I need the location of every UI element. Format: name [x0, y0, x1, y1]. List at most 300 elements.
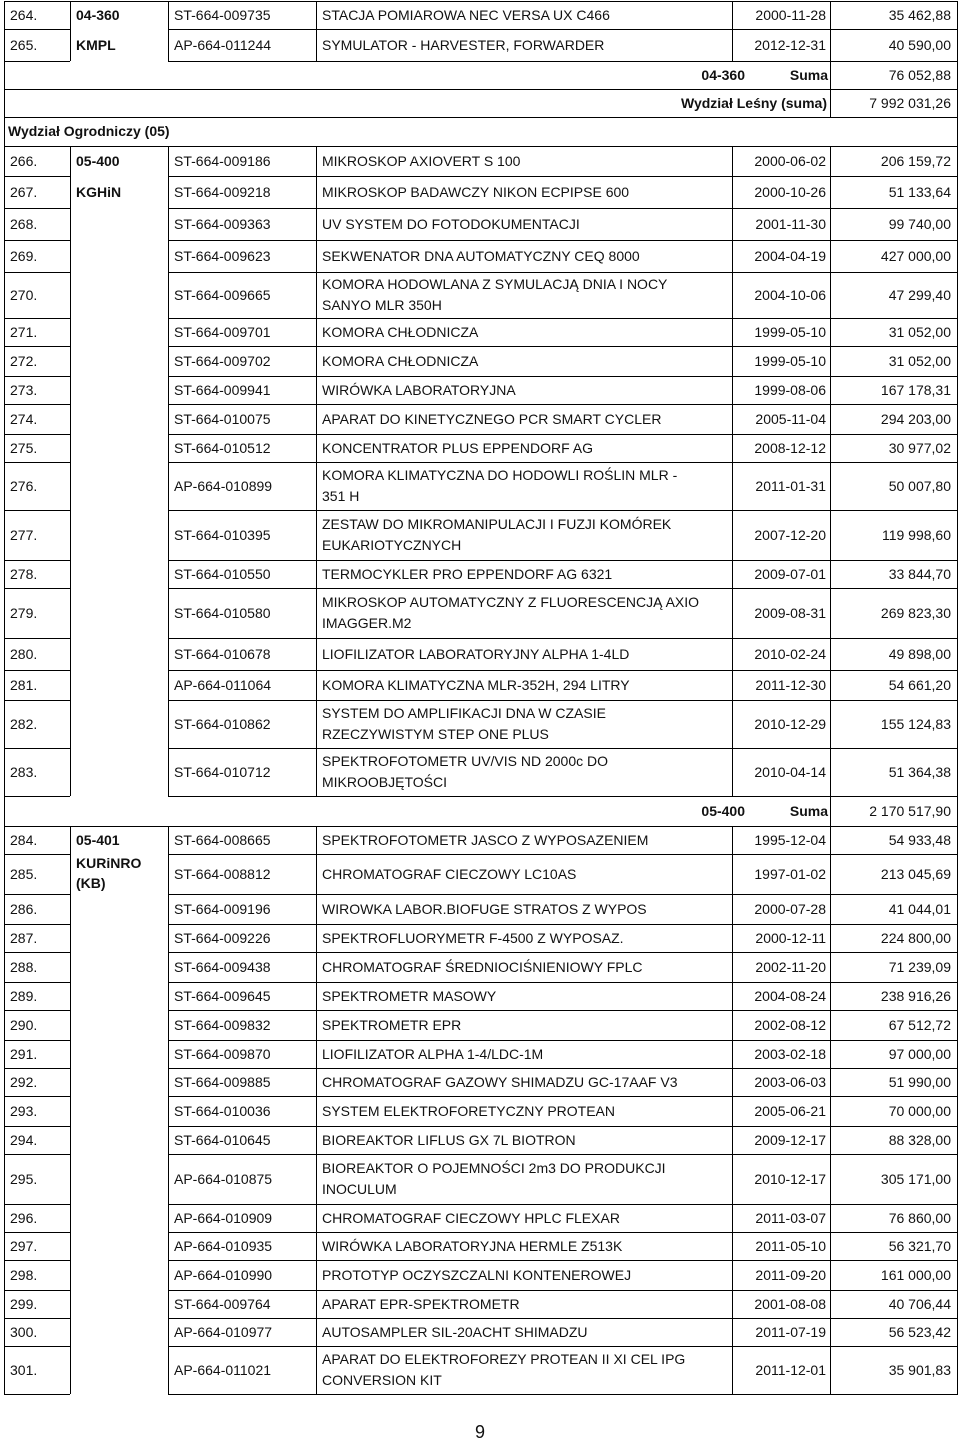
row-number: 290. [10, 1017, 38, 1033]
row-number: 299. [10, 1296, 38, 1312]
inventory-number: AP-664-010977 [174, 1324, 273, 1340]
row-divider [4, 176, 70, 177]
row-divider [4, 924, 70, 925]
item-name: APARAT DO ELEKTROFOREZY PROTEAN II XI CEL IPG [322, 1351, 686, 1367]
item-value: 47 299,40 [888, 287, 951, 303]
row-divider [4, 560, 70, 561]
row-number: 292. [10, 1074, 38, 1090]
column-divider [70, 29, 71, 61]
column-divider [316, 1232, 317, 1260]
item-name: KONCENTRATOR PLUS EPPENDORF AG [322, 440, 593, 456]
column-divider [70, 208, 71, 240]
column-divider [168, 1040, 169, 1068]
acquisition-date: 2002-08-12 [754, 1017, 826, 1033]
inventory-number: ST-664-010395 [174, 527, 271, 543]
inventory-number: AP-664-010899 [174, 478, 273, 494]
item-name: CHROMATOGRAF CIECZOWY LC10AS [322, 866, 577, 882]
row-divider [4, 272, 70, 273]
row-divider [4, 1154, 70, 1155]
item-name: SANYO MLR 350H [322, 297, 442, 313]
item-value: 206 159,72 [880, 153, 951, 169]
column-divider [70, 638, 71, 670]
row-number: 278. [10, 566, 38, 582]
row-divider [4, 638, 70, 639]
item-name: MIKROSKOP AXIOVERT S 100 [322, 153, 521, 169]
page-number: 9 [474, 1422, 485, 1442]
subtotal-value: 76 052,88 [888, 67, 951, 83]
item-name: CHROMATOGRAF CIECZOWY HPLC FLEXAR [322, 1210, 620, 1226]
column-divider [70, 272, 71, 318]
inventory-number: ST-664-010678 [174, 646, 271, 662]
column-divider [316, 208, 317, 240]
department-code: 04-360 [76, 7, 120, 23]
item-value: 31 052,00 [888, 324, 951, 340]
acquisition-date: 2004-08-24 [754, 988, 826, 1004]
acquisition-date: 2000-12-11 [755, 930, 826, 946]
column-divider [70, 560, 71, 588]
item-value: 238 916,26 [880, 988, 951, 1004]
column-divider [70, 1204, 71, 1232]
acquisition-date: 2002-11-20 [755, 959, 826, 975]
item-name: KOMORA KLIMATYCZNA MLR-352H, 294 LITRY [322, 677, 630, 693]
table-border-right [957, 1, 958, 1395]
item-value: 56 523,42 [888, 1324, 951, 1340]
acquisition-date: 2001-11-30 [755, 216, 826, 232]
column-divider [168, 510, 169, 560]
row-divider [168, 376, 958, 377]
inventory-number: ST-664-009870 [174, 1046, 271, 1062]
column-divider [70, 826, 71, 854]
department-code: 05-400 [76, 153, 120, 169]
row-divider [4, 670, 70, 671]
column-divider [168, 1318, 169, 1346]
row-divider [168, 1068, 958, 1069]
item-value: 51 133,64 [888, 184, 951, 200]
column-divider [168, 1010, 169, 1040]
acquisition-date: 2011-09-20 [755, 1267, 826, 1283]
item-value: 54 661,20 [888, 677, 951, 693]
inventory-number: ST-664-009735 [174, 7, 271, 23]
inventory-number: ST-664-009363 [174, 216, 271, 232]
column-divider [70, 924, 71, 952]
row-number: 298. [10, 1267, 38, 1283]
column-divider [316, 346, 317, 376]
column-divider [168, 1260, 169, 1290]
column-divider [168, 346, 169, 376]
item-name: KOMORA CHŁODNICZA [322, 324, 479, 340]
item-value: 97 000,00 [888, 1046, 951, 1062]
column-divider [168, 29, 169, 61]
item-value: 269 823,30 [880, 605, 951, 621]
row-divider [168, 176, 958, 177]
item-value: 41 044,01 [888, 901, 951, 917]
subtotal-code: 04-360 [701, 67, 745, 83]
row-divider [4, 894, 70, 895]
column-divider [70, 1068, 71, 1096]
row-number: 277. [10, 527, 38, 543]
inventory-number: ST-664-010075 [174, 411, 271, 427]
item-name: UV SYSTEM DO FOTODOKUMENTACJI [322, 216, 580, 232]
item-name: ZESTAW DO MIKROMANIPULACJI I FUZJI KOMÓREK [322, 516, 672, 532]
inventory-number: AP-664-010990 [174, 1267, 273, 1283]
column-divider [316, 1, 317, 29]
item-name: SYSTEM ELEKTROFORETYCZNY PROTEAN [322, 1103, 616, 1119]
row-divider [168, 434, 958, 435]
acquisition-date: 2009-08-31 [754, 605, 826, 621]
column-divider [70, 588, 71, 638]
row-number: 295. [10, 1171, 38, 1187]
department-code: (KB) [76, 875, 106, 891]
acquisition-date: 2000-11-28 [755, 7, 826, 23]
inventory-number: ST-664-009702 [174, 353, 271, 369]
column-divider [316, 952, 317, 982]
column-divider [168, 952, 169, 982]
item-value: 50 007,80 [888, 478, 951, 494]
acquisition-date: 2000-06-02 [754, 153, 826, 169]
row-divider [4, 29, 70, 30]
row-divider [168, 748, 958, 749]
column-divider [168, 318, 169, 346]
row-divider [4, 952, 70, 953]
item-name: CONVERSION KIT [322, 1372, 442, 1388]
column-divider [168, 924, 169, 952]
row-number: 293. [10, 1103, 38, 1119]
item-value: 155 124,83 [880, 716, 951, 732]
item-name: LIOFILIZATOR ALPHA 1-4/LDC-1M [322, 1046, 544, 1062]
row-divider [168, 1010, 958, 1011]
acquisition-date: 2009-07-01 [754, 566, 826, 582]
department-code: KGHiN [76, 184, 122, 200]
row-divider [4, 1126, 70, 1127]
item-name: WIRÓWKA LABORATORYJNA HERMLE Z513K [322, 1238, 623, 1254]
column-divider [70, 1040, 71, 1068]
item-name: SPEKTROMETR EPR [322, 1017, 462, 1033]
item-value: 31 052,00 [888, 353, 951, 369]
column-divider [316, 826, 317, 854]
row-divider [4, 1394, 70, 1395]
column-divider [168, 894, 169, 924]
column-divider [70, 1, 71, 29]
row-divider [4, 318, 70, 319]
column-divider [168, 638, 169, 670]
row-divider [168, 854, 958, 855]
subtotal-label: Suma [789, 803, 828, 819]
column-divider [316, 146, 317, 176]
inventory-number: ST-664-010645 [174, 1132, 271, 1148]
item-value: 88 328,00 [888, 1132, 951, 1148]
item-name: IMAGGER.M2 [322, 615, 412, 631]
acquisition-date: 2007-12-20 [754, 527, 826, 543]
row-number: 296. [10, 1210, 38, 1226]
row-divider [4, 826, 958, 827]
item-name: TERMOCYKLER PRO EPPENDORF AG 6321 [322, 566, 613, 582]
row-number: 281. [10, 677, 38, 693]
row-number: 279. [10, 605, 38, 621]
row-number: 288. [10, 959, 38, 975]
item-name: APARAT DO KINETYCZNEGO PCR SMART CYCLER [322, 411, 662, 427]
row-number: 275. [10, 440, 38, 456]
column-divider [70, 894, 71, 924]
item-value: 167 178,31 [880, 382, 951, 398]
item-name: STACJA POMIAROWA NEC VERSA UX C466 [322, 7, 610, 23]
item-name: SYMULATOR - HARVESTER, FORWARDER [322, 37, 605, 53]
item-name: AUTOSAMPLER SIL-20ACHT SHIMADZU [322, 1324, 588, 1340]
item-name: MIKROSKOP BADAWCZY NIKON ECPIPSE 600 [322, 184, 630, 200]
column-divider [168, 1290, 169, 1318]
acquisition-date: 2012-12-31 [754, 37, 826, 53]
column-divider [168, 982, 169, 1010]
item-value: 119 998,60 [881, 527, 951, 543]
item-name: PROTOTYP OCZYSZCZALNI KONTENEROWEJ [322, 1267, 632, 1283]
column-divider [168, 404, 169, 434]
inventory-number: ST-664-008665 [174, 832, 271, 848]
inventory-number: ST-664-009764 [174, 1296, 271, 1312]
row-divider [168, 894, 958, 895]
inventory-number: AP-664-011244 [174, 37, 272, 53]
acquisition-date: 2005-06-21 [754, 1103, 826, 1119]
item-name: SPEKTROMETR MASOWY [322, 988, 497, 1004]
inventory-number: ST-664-010036 [174, 1103, 271, 1119]
item-name: INOCULUM [322, 1181, 397, 1197]
column-divider [168, 1068, 169, 1096]
faculty-total-value: 7 992 031,26 [869, 95, 951, 111]
acquisition-date: 2008-12-12 [754, 440, 826, 456]
column-divider [70, 462, 71, 510]
inventory-number: AP-664-011021 [174, 1362, 272, 1378]
column-divider [168, 854, 169, 894]
column-divider [316, 510, 317, 560]
table-border-left [4, 1, 5, 1394]
row-divider [4, 1010, 70, 1011]
acquisition-date: 2011-07-19 [755, 1324, 826, 1340]
row-divider [4, 89, 958, 90]
row-number: 301. [10, 1362, 38, 1378]
row-divider [168, 796, 958, 797]
row-divider [168, 638, 958, 639]
acquisition-date: 1999-08-06 [754, 382, 826, 398]
row-divider [168, 924, 958, 925]
row-divider [168, 1126, 958, 1127]
column-divider [168, 1232, 169, 1260]
column-divider [316, 434, 317, 462]
row-divider [168, 1040, 958, 1041]
acquisition-date: 2011-12-01 [755, 1362, 826, 1378]
row-number: 283. [10, 764, 38, 780]
row-divider [4, 796, 70, 797]
column-divider [168, 748, 169, 796]
item-name: BIOREAKTOR O POJEMNOŚCI 2m3 DO PRODUKCJI [322, 1160, 666, 1176]
column-divider [316, 854, 317, 894]
row-divider [168, 61, 958, 62]
inventory-number: ST-664-009941 [174, 382, 271, 398]
acquisition-date: 2000-10-26 [754, 184, 826, 200]
item-value: 213 045,69 [880, 866, 951, 882]
item-value: 35 901,83 [888, 1362, 951, 1378]
acquisition-date: 2009-12-17 [754, 1132, 826, 1148]
row-divider [4, 61, 70, 62]
column-divider [168, 560, 169, 588]
item-name: 351 H [322, 488, 360, 504]
column-divider [70, 176, 71, 208]
row-divider [4, 404, 70, 405]
row-number: 294. [10, 1132, 38, 1148]
department-code: KMPL [76, 37, 116, 53]
column-divider [168, 462, 169, 510]
column-divider [70, 346, 71, 376]
item-value: 76 860,00 [888, 1210, 951, 1226]
row-number: 291. [10, 1046, 38, 1062]
row-divider [4, 462, 70, 463]
row-divider [168, 982, 958, 983]
item-value: 51 990,00 [888, 1074, 951, 1090]
column-divider [168, 1204, 169, 1232]
row-divider [168, 588, 958, 589]
column-divider [316, 1126, 317, 1154]
row-divider [4, 240, 70, 241]
item-value: 224 800,00 [880, 930, 951, 946]
row-divider [168, 560, 958, 561]
item-name: LIOFILIZATOR LABORATORYJNY ALPHA 1-4LD [322, 646, 630, 662]
item-value: 33 844,70 [888, 566, 951, 582]
department-code: 05-401 [76, 832, 120, 848]
item-name: MIKROSKOP AUTOMATYCZNY Z FLUORESCENCJĄ AXIO [322, 594, 700, 610]
item-name: CHROMATOGRAF GAZOWY SHIMADZU GC-17AAF V3 [322, 1074, 678, 1090]
column-divider [168, 272, 169, 318]
column-divider [70, 1010, 71, 1040]
column-divider [316, 670, 317, 700]
acquisition-date: 2000-07-28 [754, 901, 826, 917]
item-value: 294 203,00 [880, 411, 951, 427]
row-number: 276. [10, 478, 38, 494]
item-name: SPEKTROFOTOMETR UV/VIS ND 2000c DO [322, 753, 609, 769]
row-number: 287. [10, 930, 38, 946]
column-divider [70, 510, 71, 560]
row-number: 289. [10, 988, 38, 1004]
item-value: 40 706,44 [888, 1296, 951, 1312]
column-divider [316, 272, 317, 318]
row-number: 269. [10, 248, 38, 264]
column-divider [316, 588, 317, 638]
column-divider [70, 982, 71, 1010]
acquisition-date: 1999-05-10 [754, 324, 826, 340]
row-number: 272. [10, 353, 38, 369]
subtotal-code: 05-400 [701, 803, 745, 819]
item-name: APARAT EPR-SPEKTROMETR [322, 1296, 520, 1312]
row-number: 267. [10, 184, 38, 200]
row-divider [168, 1290, 958, 1291]
item-name: KOMORA HODOWLANA Z SYMULACJĄ DNIA I NOCY [322, 276, 668, 292]
inventory-number: ST-664-009623 [174, 248, 271, 264]
column-divider [70, 952, 71, 982]
row-divider [4, 376, 70, 377]
acquisition-date: 2003-02-18 [754, 1046, 826, 1062]
row-number: 297. [10, 1238, 38, 1254]
column-divider [168, 670, 169, 700]
row-number: 266. [10, 153, 38, 169]
column-divider [70, 854, 71, 894]
column-divider [70, 1232, 71, 1260]
faculty-header: Wydział Ogrodniczy (05) [8, 123, 170, 139]
inventory-number: ST-664-009438 [174, 959, 271, 975]
item-value: 161 000,00 [880, 1267, 951, 1283]
column-divider [70, 1290, 71, 1318]
row-divider [4, 982, 70, 983]
column-divider [168, 700, 169, 748]
inventory-number: ST-664-009218 [174, 184, 271, 200]
column-divider [70, 700, 71, 748]
inventory-number: ST-664-009645 [174, 988, 271, 1004]
column-divider [168, 208, 169, 240]
row-divider [4, 588, 70, 589]
row-number: 273. [10, 382, 38, 398]
inventory-number: AP-664-010875 [174, 1171, 273, 1187]
column-divider [168, 146, 169, 176]
row-divider [4, 1260, 70, 1261]
acquisition-date: 2010-12-29 [754, 716, 826, 732]
inventory-number: ST-664-010550 [174, 566, 271, 582]
item-value: 30 977,02 [888, 440, 951, 456]
row-divider [168, 208, 958, 209]
column-divider [316, 748, 317, 796]
column-divider [316, 1204, 317, 1232]
item-name: WIRÓWKA LABORATORYJNA [322, 382, 516, 398]
item-name: SPEKTROFOTOMETR JASCO Z WYPOSAZENIEM [322, 832, 649, 848]
acquisition-date: 1997-01-02 [754, 866, 826, 882]
column-divider [316, 462, 317, 510]
column-divider [316, 404, 317, 434]
column-divider [316, 1040, 317, 1068]
column-divider [70, 748, 71, 796]
row-divider [4, 434, 70, 435]
column-divider [70, 1154, 71, 1204]
column-divider [316, 700, 317, 748]
column-divider [70, 670, 71, 700]
column-divider [168, 1154, 169, 1204]
column-divider [316, 1318, 317, 1346]
row-number: 264. [10, 7, 38, 23]
inventory-number: AP-664-010909 [174, 1210, 273, 1226]
inventory-number: ST-664-009665 [174, 287, 271, 303]
column-divider [316, 29, 317, 61]
column-divider [316, 240, 317, 272]
column-divider [70, 318, 71, 346]
column-divider [316, 376, 317, 404]
row-divider [4, 510, 70, 511]
acquisition-date: 2010-02-24 [754, 646, 826, 662]
inventory-number: ST-664-009186 [174, 153, 271, 169]
column-divider [316, 1346, 317, 1394]
column-divider [316, 1068, 317, 1096]
row-divider [168, 1232, 958, 1233]
column-divider [168, 826, 169, 854]
acquisition-date: 2003-06-03 [754, 1074, 826, 1090]
column-divider [316, 318, 317, 346]
row-divider [4, 346, 70, 347]
item-name: EUKARIOTYCZNYCH [322, 537, 462, 553]
column-divider [70, 1260, 71, 1290]
row-divider [168, 1260, 958, 1261]
inventory-number: ST-664-010580 [174, 605, 271, 621]
item-value: 40 590,00 [888, 37, 951, 53]
row-divider [168, 952, 958, 953]
acquisition-date: 2011-05-10 [755, 1238, 826, 1254]
column-divider [316, 1096, 317, 1126]
row-divider [168, 1154, 958, 1155]
item-value: 71 239,09 [888, 959, 951, 975]
row-divider [168, 404, 958, 405]
row-number: 270. [10, 287, 38, 303]
row-number: 284. [10, 832, 38, 848]
